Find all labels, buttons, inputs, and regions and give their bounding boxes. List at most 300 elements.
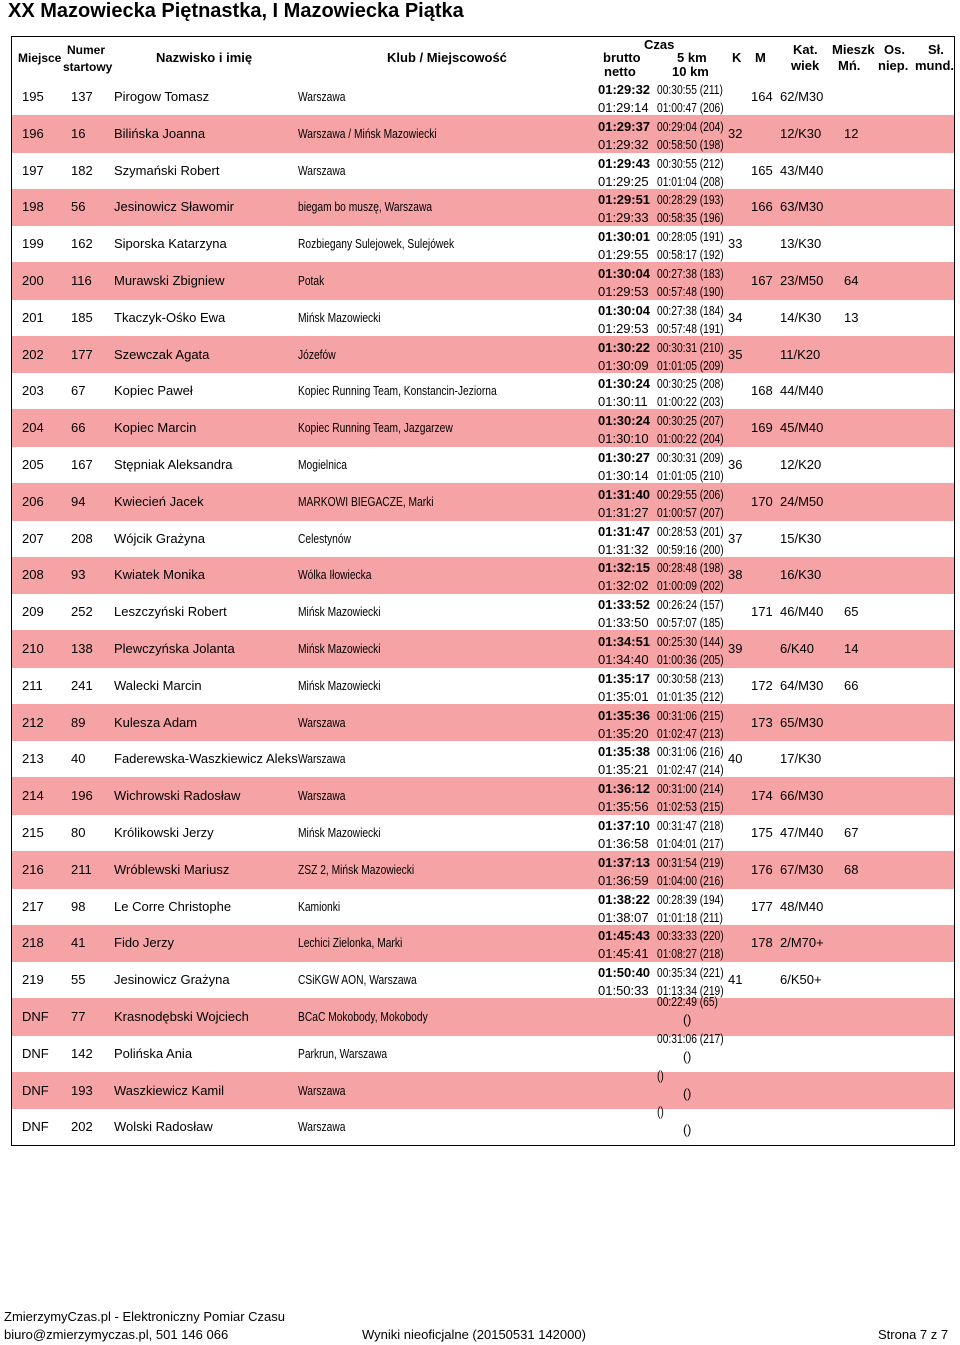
net-time: 01:35:56: [598, 799, 649, 815]
table-row: [12, 1031, 954, 1072]
split-10km: 01:00:22 (203): [657, 395, 724, 410]
split-10km: (): [683, 1123, 692, 1138]
split-5km: 00:25:30 (144): [657, 635, 724, 649]
category-place: 16/K30: [780, 567, 822, 583]
club-cell: Warszawa: [298, 752, 346, 767]
name-cell: Faderewska-Waszkiewicz Aleks: [114, 751, 298, 767]
footer-page-number: Strona 7 z 7: [878, 1327, 949, 1342]
resident-place: 68: [844, 861, 859, 877]
category-place: 45/M40: [780, 420, 824, 436]
split-5km: 00:35:34 (221): [657, 966, 724, 981]
name-cell: Plewczyńska Jolanta: [114, 641, 235, 656]
position-cell: 198: [22, 199, 44, 215]
position-cell: 218: [22, 935, 44, 951]
bib-number-cell: 193: [71, 1082, 93, 1098]
bib-number-cell: 211: [71, 861, 92, 877]
club-cell: Kopiec Running Team, Konstancin-Jeziorna: [298, 384, 497, 399]
net-time: 01:35:20: [598, 725, 649, 741]
club-cell: Mińsk Mazowiecki: [298, 826, 381, 840]
bib-number-cell: 137: [71, 89, 93, 104]
men-place: 171: [751, 604, 773, 620]
split-5km: 00:30:55 (212): [657, 156, 724, 171]
position-cell: 215: [22, 825, 44, 840]
split-5km: 00:29:55 (206): [657, 487, 724, 502]
table-row: [12, 410, 954, 446]
men-place: 167: [751, 273, 773, 288]
club-cell: Celestynów: [298, 531, 351, 546]
club-cell: Mińsk Mazowiecki: [298, 310, 381, 325]
table-row: [12, 852, 954, 888]
men-place: 165: [751, 162, 773, 178]
header-mn: Mń.: [838, 58, 861, 73]
position-cell: 201: [22, 309, 44, 325]
net-time: 01:36:58: [598, 836, 649, 851]
women-place: 36: [728, 457, 743, 472]
position-cell: 203: [22, 383, 44, 399]
position-cell: 217: [22, 898, 44, 914]
gross-time: 01:30:04: [598, 266, 651, 281]
table-row: [12, 889, 954, 925]
bib-number-cell: 67: [71, 383, 86, 399]
bib-number-cell: 41: [71, 935, 86, 951]
bib-number-cell: 167: [71, 457, 93, 472]
header-kat: Kat.: [793, 42, 818, 57]
position-cell: 204: [22, 420, 44, 436]
header-miejsce: Miejsce: [18, 51, 62, 65]
split-5km: 00:30:25 (207): [657, 414, 724, 429]
footer-company: ZmierzymyCzas.pl - Elektroniczny Pomiar Czasu: [4, 1309, 286, 1324]
category-place: 2/M70+: [780, 935, 824, 951]
gross-time: 01:37:10: [598, 818, 651, 833]
women-place: 41: [728, 972, 743, 988]
women-place: 32: [728, 125, 743, 141]
split-10km: 00:58:17 (192): [657, 248, 724, 263]
net-time: 01:31:27: [598, 504, 649, 520]
name-cell: Szymański Robert: [114, 162, 220, 178]
footer-contact: biuro@zmierzymyczas.pl, 501 146 066: [4, 1327, 229, 1342]
split-10km: 00:57:07 (185): [657, 616, 724, 631]
table-row: [12, 373, 954, 409]
table-row: [12, 116, 954, 152]
position-cell: DNF: [22, 1045, 49, 1061]
header-mund: mund.: [915, 58, 954, 73]
header-startowy: startowy: [63, 60, 113, 74]
gross-time: 01:31:40: [598, 486, 651, 502]
name-cell: Stępniak Aleksandra: [114, 457, 233, 472]
name-cell: Krasnodębski Wojciech: [114, 1009, 249, 1024]
gross-time: 01:36:12: [598, 781, 651, 797]
results-table: [11, 36, 955, 1146]
club-cell: Warszawa: [298, 1120, 346, 1135]
net-time: 01:29:25: [598, 173, 649, 189]
split-10km: 01:01:35 (212): [657, 689, 724, 704]
category-place: 65/M30: [780, 714, 824, 730]
bib-number-cell: 16: [71, 125, 86, 141]
table-row: [12, 741, 954, 777]
split-5km: 00:28:53 (201): [657, 524, 724, 539]
gross-time: 01:30:24: [598, 376, 651, 392]
name-cell: Leszczyński Robert: [114, 604, 227, 620]
table-row: [12, 962, 954, 998]
split-10km: 01:01:05 (209): [657, 358, 724, 373]
women-place: 34: [728, 309, 743, 325]
net-time: 01:29:55: [598, 247, 649, 263]
men-place: 164: [751, 89, 773, 104]
category-place: 47/M40: [780, 825, 824, 840]
category-place: 11/K20: [780, 346, 821, 362]
men-place: 175: [751, 825, 773, 840]
bib-number-cell: 177: [71, 346, 93, 362]
resident-place: 66: [844, 677, 859, 693]
table-row: [12, 263, 954, 299]
name-cell: Wójcik Grażyna: [114, 530, 206, 546]
position-cell: 202: [22, 346, 44, 362]
bib-number-cell: 80: [71, 825, 86, 840]
bib-number-cell: 162: [71, 236, 93, 252]
split-10km: 00:58:50 (198): [657, 137, 724, 152]
bib-number-cell: 138: [71, 641, 93, 656]
name-cell: Murawski Zbigniew: [114, 273, 225, 288]
name-cell: Jesinowicz Sławomir: [114, 199, 234, 215]
split-5km: 00:30:31 (210): [657, 340, 724, 355]
category-place: 12/K20: [780, 457, 822, 472]
gross-time: 01:32:15: [598, 560, 651, 576]
club-cell: Parkrun, Warszawa: [298, 1046, 388, 1061]
split-5km: 00:31:06 (217): [657, 1031, 724, 1046]
name-cell: Kulesza Adam: [114, 714, 198, 730]
club-cell: biegam bo muszę, Warszawa: [298, 200, 433, 215]
position-cell: 209: [22, 604, 44, 620]
club-cell: Mogielnica: [298, 458, 348, 472]
header-sl: Sł.: [928, 42, 944, 57]
split-10km: 01:00:09 (202): [657, 579, 724, 594]
split-5km: 00:28:29 (193): [657, 193, 724, 208]
category-place: 48/M40: [780, 898, 824, 914]
split-5km: 00:27:38 (183): [657, 267, 724, 281]
resident-place: 65: [844, 604, 859, 620]
category-place: 67/M30: [780, 861, 824, 877]
split-5km: 00:31:06 (215): [657, 708, 724, 723]
table-row: [12, 995, 954, 1035]
table-row: [12, 337, 954, 373]
position-cell: 196: [22, 125, 44, 141]
category-place: 6/K40: [780, 641, 814, 656]
men-place: 170: [751, 493, 773, 509]
men-place: 172: [751, 677, 773, 693]
bib-number-cell: 142: [71, 1045, 93, 1061]
bib-number-cell: 77: [71, 1009, 86, 1024]
header-numer: Numer: [67, 43, 106, 57]
women-place: 37: [728, 530, 743, 546]
gross-time: 01:34:51: [598, 634, 651, 649]
header-klub: Klub / Miejscowość: [387, 50, 507, 65]
gross-time: 01:29:32: [598, 82, 651, 97]
club-cell: BCaC Mokobody, Mokobody: [298, 1010, 428, 1024]
split-10km: (): [683, 1013, 692, 1027]
split-10km: 01:04:00 (216): [657, 873, 724, 888]
position-cell: 219: [22, 972, 44, 988]
position-cell: DNF: [22, 1009, 49, 1024]
gross-time: 01:30:27: [598, 450, 651, 465]
gross-time: 01:30:22: [598, 339, 651, 355]
split-5km: 00:31:47 (218): [657, 819, 724, 833]
split-5km: (): [657, 1105, 664, 1120]
bib-number-cell: 93: [71, 567, 86, 583]
split-10km: 01:01:04 (208): [657, 174, 724, 189]
gross-time: 01:38:22: [598, 891, 651, 907]
club-cell: Warszawa: [298, 163, 346, 178]
women-place: 33: [728, 236, 743, 252]
split-10km: 00:59:16 (200): [657, 542, 724, 557]
net-time: 01:35:01: [598, 688, 649, 704]
split-5km: 00:33:33 (220): [657, 929, 724, 944]
name-cell: Kwiecień Jacek: [114, 493, 204, 509]
category-place: 12/K30: [780, 125, 822, 141]
position-cell: DNF: [22, 1119, 49, 1135]
men-place: 176: [751, 861, 773, 877]
club-cell: Potak: [298, 274, 325, 288]
club-cell: Mińsk Mazowiecki: [298, 642, 381, 656]
club-cell: Kopiec Running Team, Jazgarzew: [298, 421, 453, 436]
category-place: 13/K30: [780, 236, 822, 252]
header-10km: 10 km: [672, 64, 709, 79]
gross-time: 01:35:38: [598, 744, 651, 760]
resident-place: 64: [844, 273, 859, 288]
gross-time: 01:37:13: [598, 854, 651, 870]
split-10km: 01:01:18 (211): [657, 910, 723, 925]
split-10km: (): [683, 1049, 692, 1064]
split-5km: 00:26:24 (157): [657, 598, 724, 613]
net-time: 01:29:33: [598, 210, 649, 226]
split-5km: 00:31:54 (219): [657, 855, 724, 870]
category-place: 63/M30: [780, 199, 824, 215]
table-row: [12, 300, 954, 336]
net-time: 01:38:07: [598, 909, 649, 925]
bib-number-cell: 55: [71, 972, 86, 988]
net-time: 01:30:09: [598, 357, 649, 373]
position-cell: 210: [22, 641, 44, 656]
men-place: 173: [751, 714, 773, 730]
men-place: 178: [751, 935, 773, 951]
split-5km: 00:30:31 (209): [657, 451, 724, 465]
gross-time: 01:29:51: [598, 192, 651, 208]
gross-time: 01:29:43: [598, 155, 651, 171]
club-cell: CSiKGW AON, Warszawa: [298, 973, 417, 988]
bib-number-cell: 40: [71, 751, 86, 767]
club-cell: Warszawa: [298, 715, 346, 730]
header-k: K: [732, 50, 742, 65]
bib-number-cell: 182: [71, 162, 93, 178]
position-cell: 207: [22, 530, 44, 546]
split-10km: 01:00:47 (206): [657, 101, 724, 115]
resident-place: 67: [844, 825, 859, 840]
name-cell: Wolski Radosław: [114, 1119, 213, 1135]
net-time: 01:30:11: [598, 394, 648, 410]
name-cell: Polińska Ania: [114, 1045, 193, 1061]
category-place: 46/M40: [780, 604, 824, 620]
women-place: 35: [728, 346, 743, 362]
category-place: 15/K30: [780, 530, 822, 546]
name-cell: Kwiatek Monika: [114, 567, 206, 583]
table-row: [12, 153, 954, 189]
club-cell: MARKOWI BIEGACZE, Marki: [298, 494, 434, 509]
bib-number-cell: 241: [71, 677, 93, 693]
split-5km: 00:22:49 (65): [657, 995, 718, 1009]
men-place: 169: [751, 420, 773, 436]
header-brutto: brutto: [603, 50, 641, 65]
table-row: [12, 705, 954, 741]
category-place: 44/M40: [780, 383, 824, 399]
header-czas: Czas: [644, 37, 675, 52]
women-place: 39: [728, 641, 743, 656]
name-cell: Le Corre Christophe: [114, 898, 232, 914]
split-10km: 00:58:35 (196): [657, 211, 724, 226]
women-place: 40: [728, 751, 743, 767]
name-cell: Królikowski Jerzy: [114, 825, 214, 840]
name-cell: Wróblewski Mariusz: [114, 861, 230, 877]
position-cell: 205: [22, 457, 44, 472]
header-wiek: wiek: [791, 58, 820, 73]
header-5km: 5 km: [677, 50, 707, 65]
club-cell: Mińsk Mazowiecki: [298, 605, 381, 620]
net-time: 01:31:32: [598, 541, 649, 557]
table-row: [12, 668, 954, 704]
club-cell: Kamionki: [298, 899, 341, 914]
men-place: 168: [751, 383, 773, 399]
net-time: 01:34:40: [598, 652, 649, 667]
bib-number-cell: 66: [71, 420, 86, 436]
table-row: [12, 557, 954, 593]
name-cell: Szewczak Agata: [114, 346, 210, 362]
split-10km: 01:02:53 (215): [657, 800, 724, 815]
bib-number-cell: 116: [71, 273, 92, 288]
position-cell: 208: [22, 567, 44, 583]
category-place: 24/M50: [780, 493, 824, 509]
header-niep: niep.: [878, 58, 909, 73]
split-10km: 00:57:48 (191): [657, 321, 724, 336]
footer-status: Wyniki nieoficjalne (20150531 142000): [362, 1327, 586, 1342]
position-cell: 199: [22, 236, 44, 252]
split-5km: 00:31:00 (214): [657, 782, 724, 797]
name-cell: Bilińska Joanna: [114, 125, 206, 141]
table-row: [12, 521, 954, 557]
table-row: [12, 925, 954, 961]
split-10km: 01:00:36 (205): [657, 653, 724, 667]
header-m: M: [755, 50, 766, 65]
gross-time: 01:29:37: [598, 118, 651, 134]
table-row: [12, 778, 954, 814]
club-cell: Rozbiegany Sulejowek, Sulejówek: [298, 237, 455, 252]
net-time: 01:33:50: [598, 615, 649, 631]
split-5km: 00:31:06 (216): [657, 745, 724, 760]
table-row: [12, 1105, 954, 1145]
split-5km: 00:30:58 (213): [657, 671, 724, 686]
split-10km: 01:13:34 (219): [657, 984, 724, 999]
category-place: 66/M30: [780, 788, 824, 804]
category-place: 43/M40: [780, 162, 824, 178]
table-row: [12, 79, 954, 115]
resident-place: 12: [844, 125, 859, 141]
bib-number-cell: 98: [71, 898, 86, 914]
women-place: 38: [728, 567, 743, 583]
table-row: [12, 189, 954, 225]
name-cell: Kopiec Paweł: [114, 383, 193, 399]
position-cell: DNF: [22, 1082, 49, 1098]
club-cell: Warszawa: [298, 1083, 346, 1098]
name-cell: Jesinowicz Grażyna: [114, 972, 230, 988]
category-place: 6/K50+: [780, 972, 822, 988]
net-time: 01:30:10: [598, 431, 649, 447]
gross-time: 01:50:40: [598, 965, 651, 981]
club-cell: Warszawa / Mińsk Mazowiecki: [298, 126, 437, 141]
category-place: 23/M50: [780, 273, 824, 288]
page-title: XX Mazowiecka Piętnastka, I Mazowiecka Piątka: [8, 0, 464, 22]
split-10km: 01:02:47 (214): [657, 763, 724, 778]
category-place: 64/M30: [780, 677, 824, 693]
resident-place: 14: [844, 641, 859, 656]
net-time: 01:29:32: [598, 136, 649, 152]
net-time: 01:29:14: [598, 100, 649, 115]
name-cell: Tkaczyk-Ośko Ewa: [114, 309, 226, 325]
position-cell: 214: [22, 788, 44, 804]
club-cell: Warszawa: [298, 789, 346, 804]
split-10km: 00:57:48 (190): [657, 285, 724, 299]
name-cell: Waszkiewicz Kamil: [114, 1082, 225, 1098]
category-place: 17/K30: [780, 751, 822, 767]
net-time: 01:45:41: [598, 946, 649, 962]
split-5km: 00:28:48 (198): [657, 561, 724, 576]
club-cell: Warszawa: [298, 90, 346, 104]
table-row: [12, 447, 954, 483]
table-row: [12, 631, 954, 667]
split-10km: 01:04:01 (217): [657, 837, 724, 851]
header-mieszk: Mieszk: [832, 42, 875, 57]
position-cell: 216: [22, 861, 44, 877]
position-cell: 206: [22, 493, 44, 509]
name-cell: Wichrowski Radosław: [114, 788, 241, 804]
header-netto: netto: [604, 64, 636, 79]
header-nazwisko: Nazwisko i imię: [156, 50, 253, 65]
gross-time: 01:30:24: [598, 413, 651, 429]
bib-number-cell: 208: [71, 530, 93, 546]
split-5km: 00:30:55 (211): [657, 83, 723, 97]
name-cell: Fido Jerzy: [114, 935, 174, 951]
club-cell: Lechici Zielonka, Marki: [298, 936, 403, 951]
category-place: 62/M30: [780, 89, 824, 104]
name-cell: Walecki Marcin: [114, 677, 202, 693]
name-cell: Siporska Katarzyna: [114, 236, 227, 252]
split-10km: 01:08:27 (218): [657, 947, 724, 962]
gross-time: 01:30:01: [598, 229, 651, 245]
club-cell: Wólka Iłowiecka: [298, 568, 372, 583]
position-cell: 212: [22, 714, 44, 730]
name-cell: Pirogow Tomasz: [114, 89, 210, 104]
bib-number-cell: 89: [71, 714, 86, 730]
gross-time: 01:45:43: [598, 928, 651, 944]
name-cell: Kopiec Marcin: [114, 420, 197, 436]
split-5km: (): [657, 1068, 664, 1083]
net-time: 01:35:21: [598, 762, 649, 778]
men-place: 166: [751, 199, 773, 215]
club-cell: Józefów: [298, 347, 336, 362]
split-10km: 01:01:05 (210): [657, 469, 724, 483]
split-10km: 01:00:57 (207): [657, 505, 724, 520]
gross-time: 01:35:36: [598, 707, 651, 723]
table-row: [12, 594, 954, 630]
split-5km: 00:30:25 (208): [657, 377, 724, 392]
split-5km: 00:27:38 (184): [657, 303, 724, 318]
net-time: 01:32:02: [598, 578, 649, 594]
